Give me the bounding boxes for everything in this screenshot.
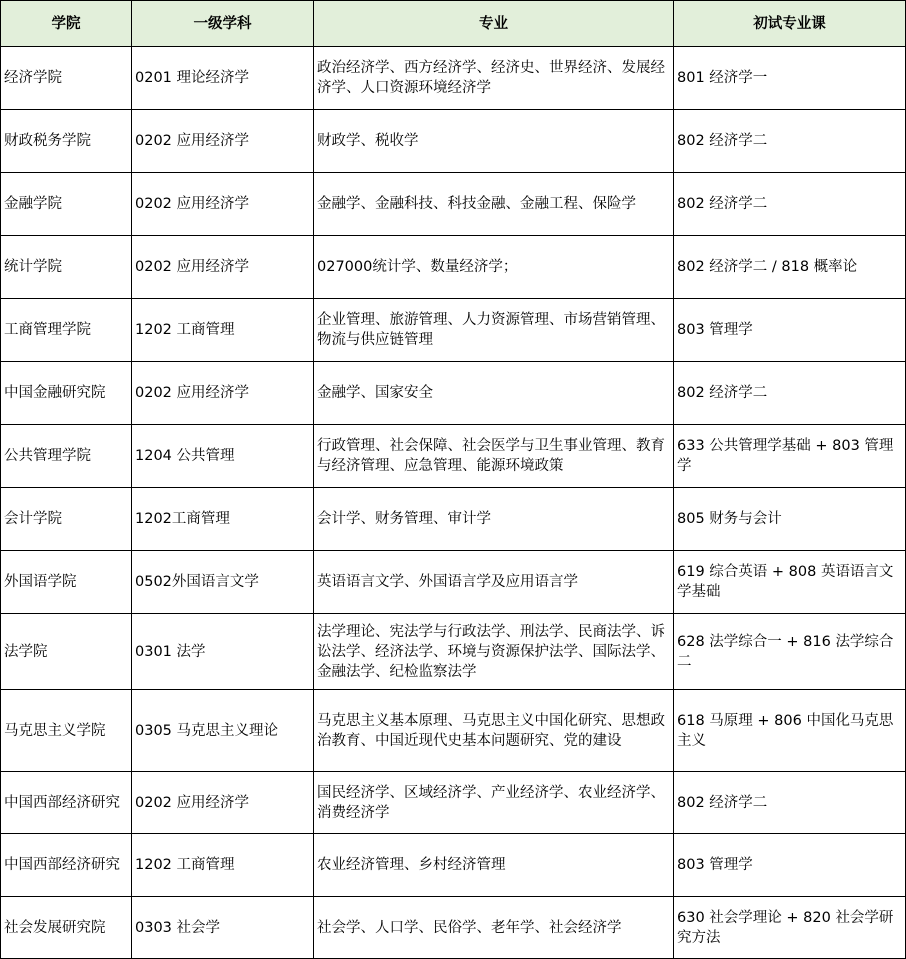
table-row (1, 173, 906, 236)
discipline-cell: 1202工商管理 (132, 488, 314, 551)
majors-cell: 行政管理、社会保障、社会医学与卫生事业管理、教育与经济管理、应急管理、能源环境政策 (314, 425, 674, 488)
majors-cell: 金融学、金融科技、科技金融、金融工程、保险学 (314, 173, 674, 236)
college-cell: 马克思主义学院 (1, 690, 132, 772)
college-cell: 会计学院 (1, 488, 132, 551)
college-cell: 中国西部经济研究 (1, 834, 132, 897)
discipline-cell: 0201 理论经济学 (132, 47, 314, 110)
majors-cell: 法学理论、宪法学与行政法学、刑法学、民商法学、诉讼法学、经济法学、环境与资源保护法学、国际法学、金融法学、纪检监察法学 (314, 614, 674, 690)
table-row (1, 110, 906, 173)
header-row (1, 1, 906, 47)
majors-cell: 027000统计学、数量经济学； (314, 236, 674, 299)
table-row (1, 772, 906, 834)
table-row (1, 488, 906, 551)
exam-cell: 805 财务与会计 (674, 488, 906, 551)
majors-cell: 社会学、人口学、民俗学、老年学、社会经济学 (314, 897, 674, 959)
discipline-cell: 0202 应用经济学 (132, 173, 314, 236)
majors-cell: 金融学、国家安全 (314, 362, 674, 425)
exam-cell: 802 经济学二 (674, 772, 906, 834)
college-cell: 中国金融研究院 (1, 362, 132, 425)
table-row (1, 362, 906, 425)
discipline-cell: 0202 应用经济学 (132, 110, 314, 173)
college-cell: 工商管理学院 (1, 299, 132, 362)
header-college: 学院 (1, 1, 132, 47)
exam-cell: 803 管理学 (674, 299, 906, 362)
table-row (1, 690, 906, 772)
college-cell: 经济学院 (1, 47, 132, 110)
exam-cell: 802 经济学二 (674, 173, 906, 236)
exam-cell: 802 经济学二 / 818 概率论 (674, 236, 906, 299)
header-majors: 专业 (314, 1, 674, 47)
discipline-cell: 1202 工商管理 (132, 834, 314, 897)
discipline-cell: 0305 马克思主义理论 (132, 690, 314, 772)
discipline-cell: 1204 公共管理 (132, 425, 314, 488)
table-row (1, 47, 906, 110)
majors-cell: 农业经济管理、乡村经济管理 (314, 834, 674, 897)
majors-cell: 马克思主义基本原理、马克思主义中国化研究、思想政治教育、中国近现代史基本问题研究、党的建设 (314, 690, 674, 772)
college-cell: 公共管理学院 (1, 425, 132, 488)
college-cell: 统计学院 (1, 236, 132, 299)
table-row (1, 425, 906, 488)
header-exam: 初试专业课 (674, 1, 906, 47)
majors-cell: 国民经济学、区域经济学、产业经济学、农业经济学、消费经济学 (314, 772, 674, 834)
college-cell: 外国语学院 (1, 551, 132, 614)
majors-cell: 会计学、财务管理、审计学 (314, 488, 674, 551)
discipline-cell: 0502外国语言文学 (132, 551, 314, 614)
exam-cell: 618 马原理 + 806 中国化马克思主义 (674, 690, 906, 772)
table-row (1, 897, 906, 959)
discipline-cell: 0202 应用经济学 (132, 362, 314, 425)
college-cell: 金融学院 (1, 173, 132, 236)
college-cell: 中国西部经济研究 (1, 772, 132, 834)
discipline-cell: 0303 社会学 (132, 897, 314, 959)
table-row (1, 614, 906, 690)
exam-cell: 801 经济学一 (674, 47, 906, 110)
table-row (1, 834, 906, 897)
exam-cell: 803 管理学 (674, 834, 906, 897)
exam-cell: 802 经济学二 (674, 110, 906, 173)
majors-cell: 企业管理、旅游管理、人力资源管理、市场营销管理、物流与供应链管理 (314, 299, 674, 362)
header-discipline: 一级学科 (132, 1, 314, 47)
college-cell: 法学院 (1, 614, 132, 690)
exam-cell: 633 公共管理学基础 + 803 管理学 (674, 425, 906, 488)
exam-cell: 628 法学综合一 + 816 法学综合二 (674, 614, 906, 690)
majors-cell: 英语语言文学、外国语言学及应用语言学 (314, 551, 674, 614)
table-row (1, 299, 906, 362)
exam-cell: 630 社会学理论 + 820 社会学研究方法 (674, 897, 906, 959)
exam-cell: 619 综合英语 + 808 英语语言文学基础 (674, 551, 906, 614)
majors-cell: 财政学、税收学 (314, 110, 674, 173)
table-row (1, 551, 906, 614)
majors-cell: 政治经济学、西方经济学、经济史、世界经济、发展经济学、人口资源环境经济学 (314, 47, 674, 110)
discipline-cell: 1202 工商管理 (132, 299, 314, 362)
discipline-cell: 0202 应用经济学 (132, 236, 314, 299)
college-cell: 财政税务学院 (1, 110, 132, 173)
table-row (1, 236, 906, 299)
exam-cell: 802 经济学二 (674, 362, 906, 425)
discipline-cell: 0301 法学 (132, 614, 314, 690)
college-cell: 社会发展研究院 (1, 897, 132, 959)
discipline-cell: 0202 应用经济学 (132, 772, 314, 834)
